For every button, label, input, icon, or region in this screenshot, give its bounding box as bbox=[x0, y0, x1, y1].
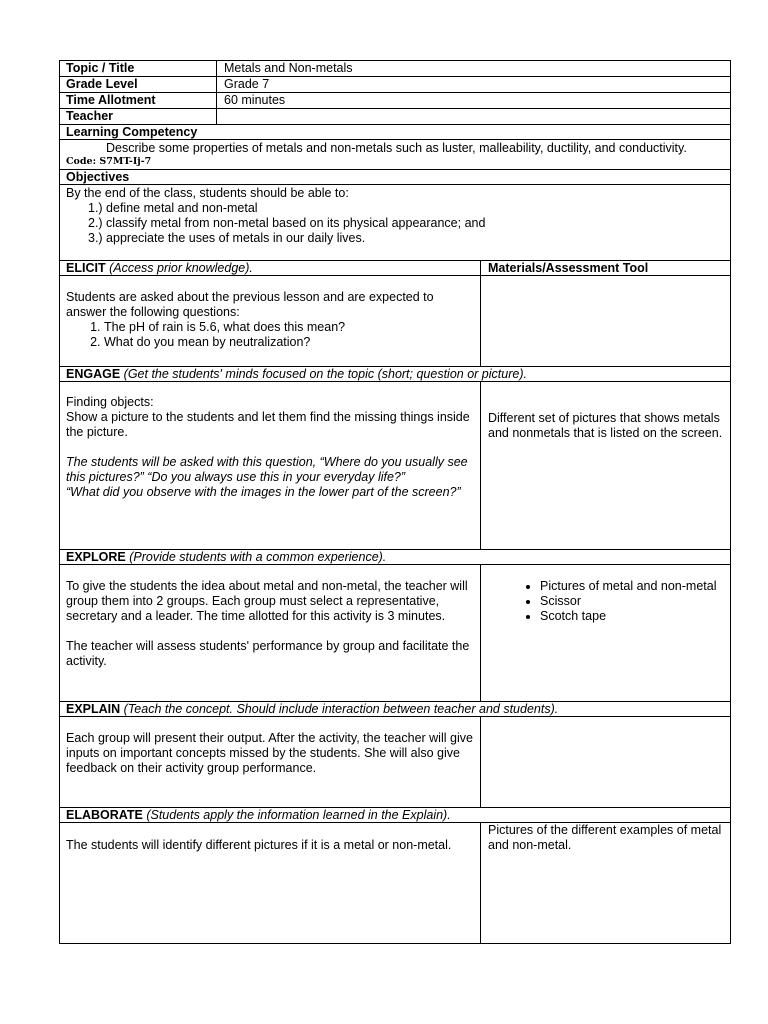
info-row-time bbox=[59, 92, 731, 108]
objectives-list bbox=[66, 201, 724, 246]
objective-item: 2.) classify metal from non-metal based on its physical appearance; and bbox=[88, 216, 486, 230]
explore-p2: The teacher will assess students' performance by group and facilitate the activity. bbox=[66, 639, 470, 668]
elaborate-material: Pictures of the different examples of metal and non-metal. bbox=[488, 823, 722, 852]
elicit-heading bbox=[60, 261, 481, 275]
elicit-note: (Access prior knowledge). bbox=[105, 261, 253, 275]
elaborate-content-row bbox=[59, 822, 731, 944]
materials-tool-header: Materials/Assessment Tool bbox=[488, 261, 649, 275]
competency-code: Code: S7MT-Ij-7 bbox=[66, 156, 152, 167]
info-value: Grade 7 bbox=[224, 77, 270, 91]
explore-material-item: • Scotch tape bbox=[540, 609, 723, 624]
elaborate-title: ELABORATE bbox=[66, 808, 143, 822]
elaborate-note: (Students apply the information learned in the Explain). bbox=[142, 808, 451, 822]
explain-header-row bbox=[59, 701, 731, 716]
explore-materials-list bbox=[488, 579, 723, 624]
info-value: 60 minutes bbox=[224, 93, 286, 107]
explore-note: (Provide students with a common experience). bbox=[125, 550, 387, 564]
explore-material-cell bbox=[481, 565, 730, 701]
explain-content-row bbox=[59, 716, 731, 807]
engage-material: Different set of pictures that shows metals and nonmetals that is listed on the screen. bbox=[488, 411, 723, 440]
info-value: Metals and Non-metals bbox=[224, 61, 353, 75]
objectives-heading: Objectives bbox=[59, 169, 731, 184]
info-row-teacher bbox=[59, 108, 731, 124]
explore-p1: To give the students the idea about metal and non-metal, the teacher will group them into 2 groups. Each group must select a representative, secretary and a leader. The time allotted for this activity is 3 minutes. bbox=[66, 579, 468, 623]
explain-material-cell bbox=[481, 717, 730, 807]
explore-material-item: • Scissor bbox=[540, 594, 723, 609]
engage-body-cell bbox=[60, 382, 481, 549]
explore-title: EXPLORE bbox=[66, 550, 126, 564]
explore-material-item: • Pictures of metal and non-metal bbox=[540, 579, 723, 594]
info-label: Grade Level bbox=[60, 77, 217, 92]
explain-title: EXPLAIN bbox=[66, 702, 121, 716]
info-label: Time Allotment bbox=[60, 93, 217, 108]
objective-item: 1.) define metal and non-metal bbox=[88, 201, 258, 215]
elicit-body-cell bbox=[60, 276, 481, 366]
engage-title: ENGAGE bbox=[66, 367, 121, 381]
explore-body-cell bbox=[60, 565, 481, 701]
elaborate-body: The students will identify different pictures if it is a metal or non-metal. bbox=[66, 838, 452, 852]
info-label: Topic / Title bbox=[60, 61, 217, 76]
engage-header-row bbox=[59, 366, 731, 381]
engage-p2: Show a picture to the students and let them find the missing things inside the picture. bbox=[66, 410, 470, 439]
info-row-grade bbox=[59, 76, 731, 92]
engage-p1: Finding objects: bbox=[66, 395, 154, 409]
explain-body-cell bbox=[60, 717, 481, 807]
elicit-body: Students are asked about the previous lesson and are expected to answer the following questions: bbox=[66, 290, 434, 319]
objective-item: 3.) appreciate the uses of metals in our daily lives. bbox=[88, 231, 366, 245]
elaborate-material-cell bbox=[481, 823, 730, 943]
engage-note: (Get the students' minds focused on the topic (short; question or picture). bbox=[120, 367, 527, 381]
competency-heading: Learning Competency bbox=[59, 124, 731, 139]
elicit-title: ELICIT bbox=[66, 261, 106, 275]
engage-content-row bbox=[59, 381, 731, 549]
explore-header-row bbox=[59, 549, 731, 564]
elicit-header-row bbox=[59, 260, 731, 275]
lesson-plan-document bbox=[59, 60, 731, 944]
info-row-topic bbox=[59, 60, 731, 76]
explain-body: Each group will present their output. After the activity, the teacher will give inputs on important concepts missed by the students. She will also give feedback on their activity group performance. bbox=[66, 731, 473, 775]
explain-note: (Teach the concept. Should include interaction between teacher and students). bbox=[120, 702, 559, 716]
objectives-intro: By the end of the class, students should be able to: bbox=[66, 186, 349, 200]
engage-p4: “What did you observe with the images in the lower part of the screen?” bbox=[66, 485, 461, 499]
engage-p3: The students will be asked with this question, “Where do you usually see this pictures?” “Do you always use this in your everyday life?” bbox=[66, 455, 468, 484]
elicit-material-cell bbox=[481, 276, 730, 366]
info-label: Teacher bbox=[60, 109, 217, 124]
elicit-questions bbox=[66, 320, 474, 350]
elicit-content-row bbox=[59, 275, 731, 366]
elicit-question: 2. What do you mean by neutralization? bbox=[104, 335, 474, 350]
competency-text: Describe some properties of metals and non-metals such as luster, malleability, ductility, and conductivity. bbox=[106, 141, 687, 155]
explore-content-row bbox=[59, 564, 731, 701]
competency-section bbox=[59, 139, 731, 169]
elicit-question: 1. The pH of rain is 5.6, what does this mean? bbox=[104, 320, 474, 335]
elaborate-header-row bbox=[59, 807, 731, 822]
engage-material-cell bbox=[481, 382, 730, 549]
info-value bbox=[217, 109, 730, 124]
objectives-section bbox=[59, 184, 731, 260]
elaborate-body-cell bbox=[60, 823, 481, 943]
